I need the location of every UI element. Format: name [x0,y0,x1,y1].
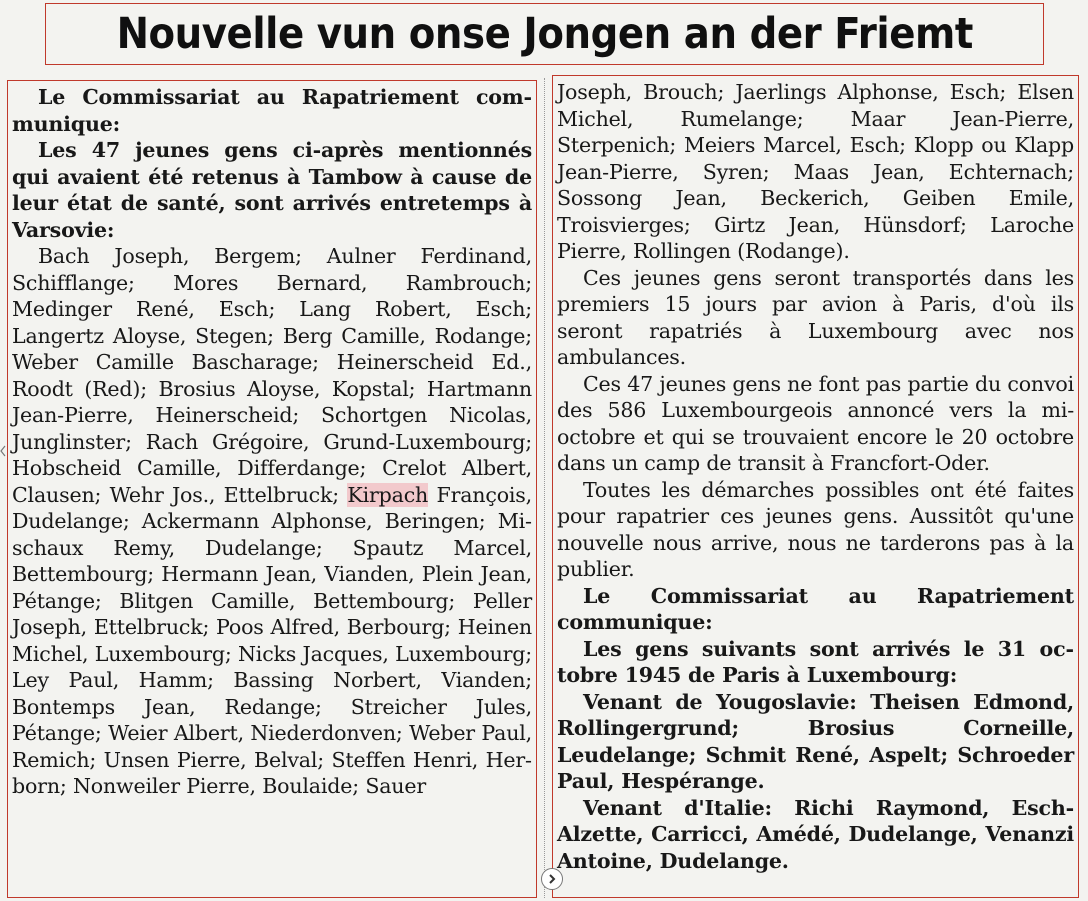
chevron-right-icon[interactable] [541,868,563,890]
column-divider [544,78,545,898]
headline-region [45,3,1044,65]
transport-paragraph: Ces jeunes gens seront transportés dans les premiers 15 jours par avion à Paris, d'où ils seront rapatriés à Luxembourg avec nos ambulances. [557,265,1074,369]
names-list-continued: Joseph, Brouch; Jaerlings Alphonse, Esch; Elsen Michel, Rumelange; Maar Jean-Pierre, Sterpenich; Meiers Marcel, Esch; Klopp ou Klapp Jean-Pierre, Syren; Maas Jean, Echternach; Sossong Jean, Beckerich, Geiben Emile, Troisvierges; Girtz Jean, Hünsdorf; Laroche Pierre, Rollingen (Rodange). [557,80,1074,263]
headline: Nouvelle vun onse Jongen an der Friemt [116,8,973,59]
arrivals-text: Les gens suivants sont arrivés le 31 octobre 1945 de Paris à Luxembourg: [557,636,1074,687]
commissariat-intro-text: Le Commissariat au Rapatriement communique: [12,85,532,136]
italy-paragraph [557,795,1074,875]
italy-text: Venant d'Italie: Richi Raymond, Esch-Alzette, Carricci, Amédé, Dudelange, Venanzi Antoine, Dudelange. [557,795,1074,873]
names-list-paragraph [12,243,532,800]
arrivals-paragraph [557,636,1074,689]
announcement-paragraph [12,137,532,243]
convoy-paragraph: Ces 47 jeunes gens ne font pas partie du convoi des 586 Luxembourgeois annoncé vers la mi-octobre et qui se trouvaient encore le 20 octobre dans un camp de transit à Francfort-Oder. [557,371,1074,475]
commissariat-intro [12,84,532,137]
yugoslavia-paragraph [557,689,1074,795]
right-column [552,75,1079,898]
yugoslavia-text: Venant de Yougoslavie: Theisen Edmond, Rollingergrund; Brosius Corneille, Leudelange; Schmit René, Aspelt; Schroeder Paul, Hespérange. [557,689,1074,793]
highlighted-name: Kirpach [347,482,429,507]
commissariat-second-intro-text: Le Commissariat au Rapatriement communique: [557,583,1074,634]
commissariat-second-intro [557,583,1074,636]
caret-left-icon [0,444,6,456]
efforts-paragraph: Toutes les démarches possibles ont été faites pour rapatrier ces jeunes gens. Aussitôt qu'une nouvelle nous arrive, nous ne tarderons pas à la publier. [557,477,1074,581]
names-list-part-2: François, Dudelange; Ackermann Alphonse, Beringen; Mischaux Remy, Dudelange; Spautz Marcel, Bettembourg; Hermann Jean, Vianden, Plein Jean, Pétange; Blitgen Camille, Bettembourg; Peller Joseph, Ettelbruck; Poos Alfred, Berbourg; Heinen Michel, Luxembourg; Nicks Jacques, Luxembourg; Ley Paul, Hamm; Bassing Norbert, Vianden; Bontemps Jean, Redange; Streicher Jules, Pétange; Weier Albert, Niederdonven; Weber Paul, Remich; Unsen Pierre, Belval; Steffen Henri, Herborn; Nonweiler Pierre, Boulaide; Sauer [12,482,532,798]
names-list-part-1: Bach Joseph, Bergem; Aulner Ferdinand, Schifflange; Mores Bernard, Rambrouch; Medinger René, Esch; Lang Robert, Esch; Langertz Aloyse, Stegen; Berg Camille, Rodange; Weber Camille Bascharage; Heinerscheid Ed., Roodt (Red); Brosius Aloyse, Kopstal; Hartmann Jean-Pierre, Heinerscheid; Schortgen Nicolas, Junglinster; Rach Grégoire, Grund-Luxembourg; Hobscheid Camille, Differdange; Crelot Albert, Clausen; Wehr Jos., Ettelbruck; [12,244,532,507]
left-column [7,80,537,898]
announcement-text: Les 47 jeunes gens ci-après mentionnés qui avaient été retenus à Tambow à cause de leur état de santé, sont arrivés entretemps à Varsovie: [12,138,532,242]
